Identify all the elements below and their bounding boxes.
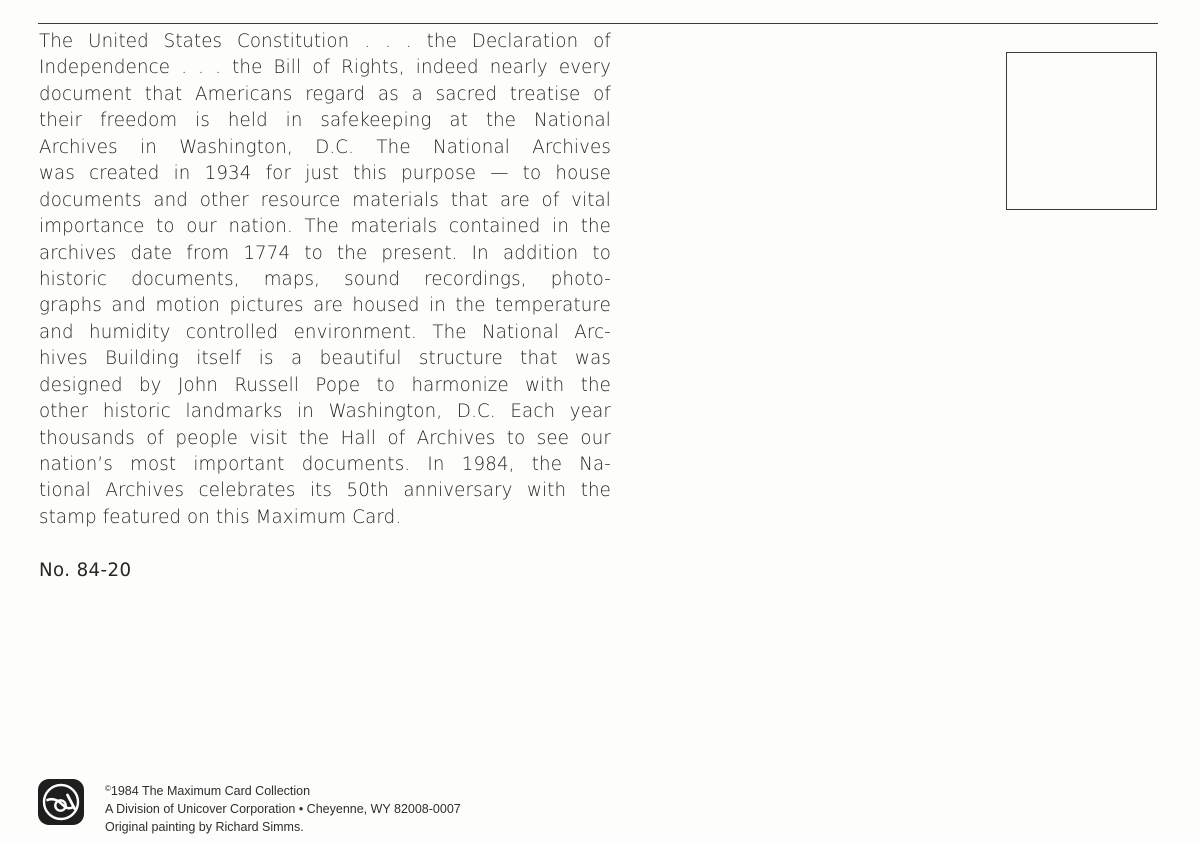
- description-line: other historic landmarks in Washington, D.C. Each year: [39, 401, 611, 423]
- description-line: graphs and motion pictures are housed in the temperature: [39, 295, 611, 317]
- description-line: The United States Constitution . . . the Declaration of: [39, 31, 611, 52]
- description-line: historic documents, maps, sound recordings, photo-: [39, 268, 611, 290]
- description-line: documents and other resource materials that are of vital: [39, 189, 611, 211]
- top-rule: [38, 23, 1158, 24]
- publisher-credits: [105, 780, 461, 836]
- description-line: importance to our nation. The materials contained in the: [39, 216, 611, 238]
- description-line: Archives in Washington, D.C. The National Archives: [39, 136, 611, 158]
- copyright-text: 1984 The Maximum Card Collection: [110, 784, 311, 798]
- description-line: thousands of people visit the Hall of Archives to see our: [39, 427, 611, 449]
- description-line: hives Building itself is a beautiful structure that was: [39, 348, 611, 370]
- description-line: tional Archives celebrates its 50th anniversary with the: [39, 480, 611, 502]
- copyright-symbol: ©: [105, 784, 111, 793]
- description-line: and humidity controlled environment. The National Arc-: [39, 321, 611, 343]
- card-number: No. 84-20: [39, 560, 132, 581]
- description-text: [39, 29, 611, 531]
- description-line: archives date from 1774 to the present. In addition to: [39, 242, 611, 264]
- copyright-line: [105, 780, 461, 800]
- description-line: was created in 1934 for just this purpose — to house: [39, 163, 611, 185]
- painting-credit-line: Original painting by Richard Simms.: [105, 820, 304, 834]
- stamp-placement-box: [1006, 52, 1157, 210]
- unicover-horn-logo-icon: [37, 778, 85, 826]
- division-line: A Division of Unicover Corporation • Cheyenne, WY 82008-0007: [105, 802, 461, 816]
- description-line: document that Americans regard as a sacred treatise of: [39, 83, 611, 105]
- description-line: designed by John Russell Pope to harmonize with the: [39, 374, 611, 396]
- description-line: nation’s most important documents. In 1984, the Na-: [39, 454, 611, 475]
- description-line: their freedom is held in safekeeping at the National: [39, 110, 611, 132]
- description-line: Independence . . . the Bill of Rights, indeed nearly every: [39, 57, 611, 79]
- description-line: stamp featured on this Maximum Card.: [39, 506, 402, 528]
